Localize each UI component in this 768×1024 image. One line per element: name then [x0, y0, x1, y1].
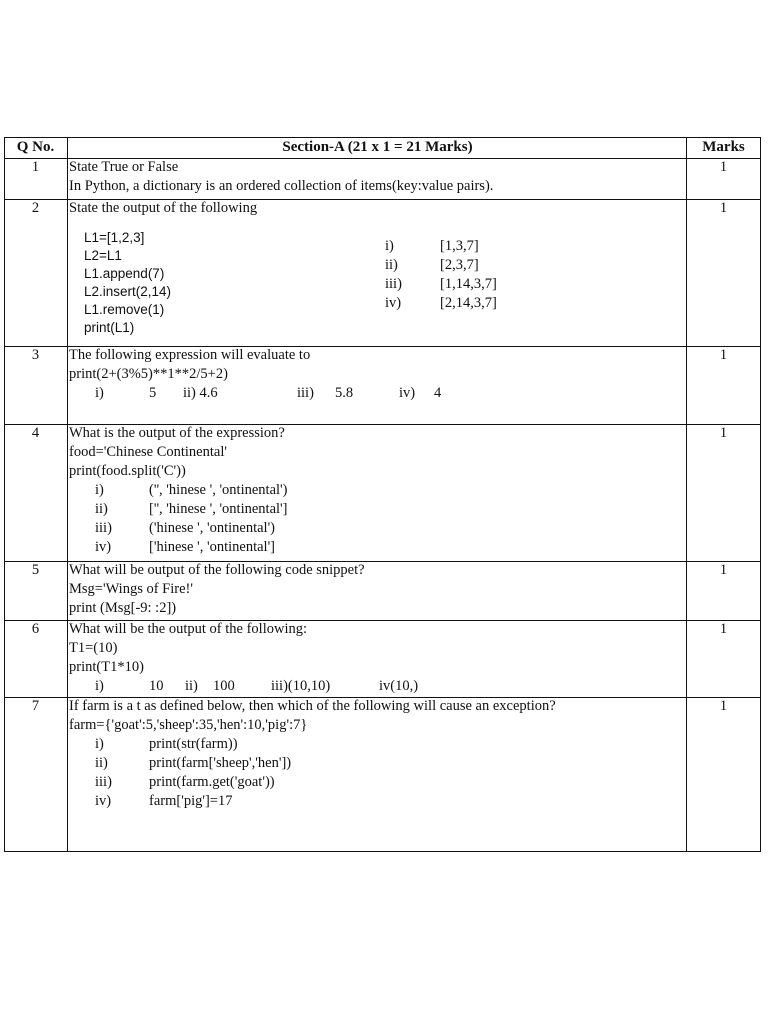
question-line: print (Msg[-9: :2]) — [69, 600, 177, 616]
option-label: ii) — [385, 257, 398, 273]
question-body — [67, 561, 686, 620]
question-body — [67, 620, 686, 697]
option-values — [440, 237, 497, 313]
question-marks: 1 — [719, 425, 728, 441]
question-line: T1=(10) — [69, 640, 118, 656]
option-label: ii) — [185, 678, 198, 694]
code-line: L1.append(7) — [84, 266, 165, 281]
question-row-6 — [4, 620, 761, 697]
option-label: i) — [95, 385, 104, 401]
option-values — [149, 481, 288, 557]
option-label: i) — [95, 482, 104, 498]
option-labels — [385, 237, 402, 313]
question-row-1 — [4, 158, 761, 199]
options-row — [69, 677, 686, 697]
question-line: farm={'goat':5,'sheep':35,'hen':10,'pig':7} — [69, 717, 308, 733]
code-line: L2.insert(2,14) — [84, 284, 172, 299]
table-header-row — [4, 137, 761, 158]
option-label: i) — [385, 238, 394, 254]
option-value: farm['pig']=17 — [149, 793, 233, 809]
code-block — [84, 229, 171, 337]
question-body — [67, 697, 686, 851]
code-line: L1=[1,2,3] — [84, 230, 145, 245]
question-number: 6 — [31, 621, 40, 637]
question-marks: 1 — [719, 562, 728, 578]
question-line: What is the output of the expression? — [69, 425, 285, 441]
option-labels — [95, 481, 112, 557]
question-line: Msg='Wings of Fire!' — [69, 581, 193, 597]
question-body — [67, 346, 686, 424]
question-marks: 1 — [719, 347, 728, 363]
option-value: [2,14,3,7] — [440, 295, 497, 311]
question-body — [67, 199, 686, 346]
question-number: 7 — [31, 698, 40, 714]
option-value: 5 — [149, 385, 157, 401]
code-line: print(L1) — [84, 320, 135, 335]
question-line: What will be the output of the following: — [69, 621, 307, 637]
question-marks: 1 — [719, 159, 728, 175]
option-label: iv) — [95, 793, 112, 809]
question-line: The following expression will evaluate to — [69, 347, 311, 363]
header-qno: Q No. — [16, 139, 55, 155]
question-line: In Python, a dictionary is an ordered collection of items(key:value pairs). — [69, 178, 494, 194]
question-number: 1 — [31, 159, 40, 175]
question-number: 5 — [31, 562, 40, 578]
question-marks: 1 — [719, 200, 728, 216]
option-item: ii) 4.6 — [183, 385, 218, 401]
option-labels — [95, 735, 112, 811]
option-value: print(farm.get('goat')) — [149, 774, 275, 790]
option-value: 10 — [149, 678, 164, 694]
question-line: If farm is a t as defined below, then which of the following will cause an exception? — [69, 698, 556, 714]
option-label: ii) — [95, 755, 108, 771]
option-value: [1,3,7] — [440, 238, 479, 254]
option-label: ii) — [95, 501, 108, 517]
option-label: iv) — [399, 385, 416, 401]
question-row-4 — [4, 424, 761, 561]
header-marks: Marks — [702, 139, 745, 155]
question-number: 2 — [31, 200, 40, 216]
question-number: 4 — [31, 425, 40, 441]
question-body — [67, 424, 686, 561]
options-block — [69, 481, 686, 561]
option-values — [149, 735, 291, 811]
option-value: [2,3,7] — [440, 257, 479, 273]
option-value: ('', 'hinese ', 'ontinental') — [149, 482, 288, 498]
options-row — [69, 384, 686, 404]
question-number: 3 — [31, 347, 40, 363]
option-value: 4 — [434, 385, 442, 401]
question-line: print(2+(3%5)**1**2/5+2) — [69, 366, 228, 382]
table-border-bottom — [4, 851, 761, 852]
header-section: Section-A (21 x 1 = 21 Marks) — [282, 139, 473, 155]
question-line: State True or False — [69, 159, 179, 175]
option-label: i) — [95, 736, 104, 752]
option-label: iii) — [297, 385, 314, 401]
option-value: [1,14,3,7] — [440, 276, 497, 292]
question-marks: 1 — [719, 621, 728, 637]
question-line: What will be output of the following code snippet? — [69, 562, 365, 578]
option-item: iv(10,) — [379, 678, 419, 694]
option-label: iii) — [95, 774, 112, 790]
question-row-5 — [4, 561, 761, 620]
option-item: iii)(10,10) — [271, 678, 331, 694]
code-line: L1.remove(1) — [84, 302, 165, 317]
options-block — [69, 735, 686, 815]
question-line: food='Chinese Continental' — [69, 444, 227, 460]
code-line: L2=L1 — [84, 248, 122, 263]
question-row-3 — [4, 346, 761, 424]
question-line: State the output of the following — [69, 200, 258, 216]
option-value: 5.8 — [335, 385, 354, 401]
option-value: print(farm['sheep','hen']) — [149, 755, 292, 771]
question-row-2 — [4, 199, 761, 346]
option-label: iv) — [385, 295, 402, 311]
question-body — [67, 158, 686, 199]
option-label: iii) — [385, 276, 402, 292]
option-value: ['', 'hinese ', 'ontinental'] — [149, 501, 288, 517]
option-value: ['hinese ', 'ontinental'] — [149, 539, 276, 555]
option-value: 100 — [213, 678, 235, 694]
question-table — [4, 137, 761, 852]
question-line: print(T1*10) — [69, 659, 144, 675]
question-line: print(food.split('C')) — [69, 463, 186, 479]
question-row-7 — [4, 697, 761, 851]
option-label: i) — [95, 678, 104, 694]
option-value: ('hinese ', 'ontinental') — [149, 520, 276, 536]
question-marks: 1 — [719, 698, 728, 714]
option-label: iv) — [95, 539, 112, 555]
option-label: iii) — [95, 520, 112, 536]
option-value: print(str(farm)) — [149, 736, 238, 752]
